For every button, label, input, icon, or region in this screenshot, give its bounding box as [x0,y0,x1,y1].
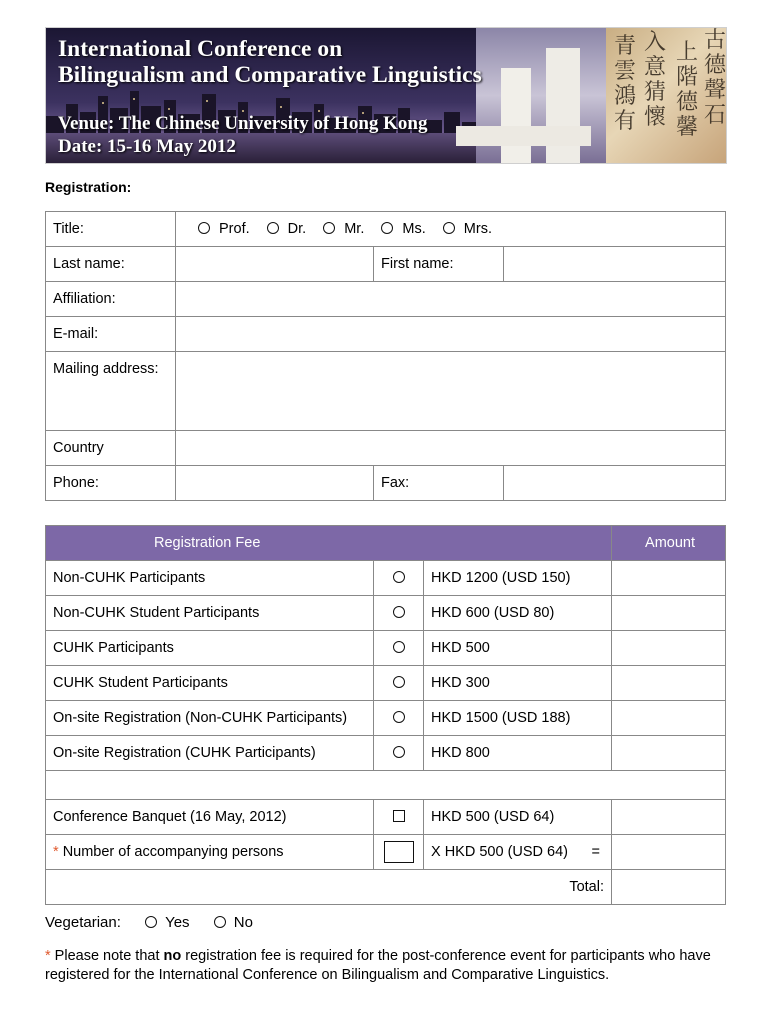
amount-field[interactable] [612,666,726,701]
accompanying-amount-field[interactable] [612,835,726,870]
accompanying-row [46,835,726,870]
fee-category: CUHK Participants [46,631,374,666]
accompanying-count-input[interactable] [384,841,414,863]
accompanying-label [46,835,374,870]
fee-option-radio[interactable] [374,666,424,701]
fee-category: Non-CUHK Student Participants [46,596,374,631]
personal-info-table [45,211,726,501]
fee-price: HKD 1500 (USD 188) [424,701,612,736]
radio-icon[interactable] [393,571,405,583]
banquet-checkbox[interactable] [374,800,424,835]
title-label: Title: [46,212,176,247]
vegetarian-label: Vegetarian: [45,914,121,931]
total-amount-field[interactable] [612,870,726,905]
radio-icon[interactable] [393,711,405,723]
radio-icon[interactable] [393,606,405,618]
banner-venue: Venue: The Chinese University of Hong Kong [58,113,428,134]
fee-option-radio[interactable] [374,736,424,771]
last-name-field[interactable] [176,247,374,282]
radio-icon[interactable] [393,746,405,758]
amount-field[interactable] [612,561,726,596]
affiliation-row [46,282,726,317]
fee-option-radio[interactable] [374,701,424,736]
fee-option-radio[interactable] [374,561,424,596]
first-name-field[interactable] [504,247,726,282]
radio-icon[interactable] [393,676,405,688]
email-label: E-mail: [46,317,176,352]
first-name-label: First name: [374,247,504,282]
registration-fee-table [45,525,726,905]
country-field[interactable] [176,431,726,466]
banquet-label: Conference Banquet (16 May, 2012) [46,800,374,835]
affiliation-label: Affiliation: [46,282,176,317]
spacer-row [46,771,726,800]
total-label: Total: [46,870,612,905]
fee-table-header [46,526,726,561]
radio-icon[interactable] [267,222,279,234]
total-row [46,870,726,905]
radio-icon[interactable] [323,222,335,234]
country-label: Country [46,431,176,466]
vegetarian-no-label: No [233,914,253,931]
vegetarian-no-radio[interactable] [214,916,226,928]
affiliation-field[interactable] [176,282,726,317]
title-row [46,212,726,247]
university-sign-image [456,126,591,146]
registration-heading: Registration: [45,179,132,195]
fee-note [45,947,735,985]
fee-category: On-site Registration (CUHK Participants) [46,736,374,771]
radio-icon[interactable] [393,641,405,653]
fee-price: HKD 300 [424,666,612,701]
mailing-address-row [46,352,726,431]
title-option-prof[interactable]: Prof. [198,221,250,237]
phone-field[interactable] [176,466,374,501]
mailing-address-label: Mailing address: [46,352,176,431]
note-bold-text: no [163,948,182,964]
fax-label: Fax: [374,466,504,501]
accompanying-count-cell [374,835,424,870]
title-option-ms[interactable]: Ms. [381,221,425,237]
country-row [46,431,726,466]
fee-row [46,561,726,596]
radio-icon[interactable] [443,222,455,234]
banner-title [58,36,482,88]
radio-icon[interactable] [381,222,393,234]
fee-row [46,701,726,736]
mailing-address-field[interactable] [176,352,726,431]
banquet-row [46,800,726,835]
fee-row [46,631,726,666]
fee-row [46,596,726,631]
fee-price: HKD 1200 (USD 150) [424,561,612,596]
fee-row [46,666,726,701]
title-options [176,212,726,247]
fee-option-radio[interactable] [374,631,424,666]
banquet-amount-field[interactable] [612,800,726,835]
accompanying-text: Number of accompanying persons [62,844,284,860]
banner-title-line1: International Conference on [58,36,343,62]
conference-banner [45,27,727,164]
radio-icon[interactable] [198,222,210,234]
note-text-start: Please note that [50,948,164,964]
fee-category: CUHK Student Participants [46,666,374,701]
amount-field[interactable] [612,596,726,631]
note-text-end: registration fee is required for the post-conference event for participants who have registered for the International Conference on Bilingualism and Comparative Linguistics. [45,948,711,983]
banquet-price: HKD 500 (USD 64) [424,800,612,835]
name-row [46,247,726,282]
phone-label: Phone: [46,466,176,501]
amount-field[interactable] [612,736,726,771]
vegetarian-choice [45,914,253,931]
title-option-dr[interactable]: Dr. [267,221,307,237]
accompanying-price [424,835,612,870]
vegetarian-yes-label: Yes [165,914,190,931]
email-row [46,317,726,352]
university-gate-pillar [501,68,531,163]
title-option-mrs[interactable]: Mrs. [443,221,492,237]
accompanying-price-text: X HKD 500 (USD 64) [431,844,568,860]
required-marker: * [53,844,59,860]
fee-price: HKD 800 [424,736,612,771]
last-name-label: Last name: [46,247,176,282]
amount-header-label: Amount [612,526,726,561]
banner-date: Date: 15-16 May 2012 [58,136,236,157]
fee-row [46,736,726,771]
banner-title-line2: Bilingualism and Comparative Linguistics [58,62,482,88]
fee-category: On-site Registration (Non-CUHK Participants) [46,701,374,736]
title-option-mr[interactable]: Mr. [323,221,364,237]
banner-venue-date [58,112,427,158]
amount-field[interactable] [612,631,726,666]
phone-row [46,466,726,501]
checkbox-icon[interactable] [393,810,405,822]
fee-option-radio[interactable] [374,596,424,631]
amount-field[interactable] [612,701,726,736]
vegetarian-yes-radio[interactable] [145,916,157,928]
calligraphy-scroll-image: 青 雲 鴻 有 入 意 猜 懷 上 階 德 馨 古 德 聲 石 [606,28,726,163]
spacer-cell [46,771,726,800]
note-marker: * [45,948,51,964]
fax-field[interactable] [504,466,726,501]
email-field[interactable] [176,317,726,352]
equals-sign: = [591,844,601,860]
fee-header-label: Registration Fee [46,526,612,561]
fee-category: Non-CUHK Participants [46,561,374,596]
fee-price: HKD 500 [424,631,612,666]
fee-price: HKD 600 (USD 80) [424,596,612,631]
